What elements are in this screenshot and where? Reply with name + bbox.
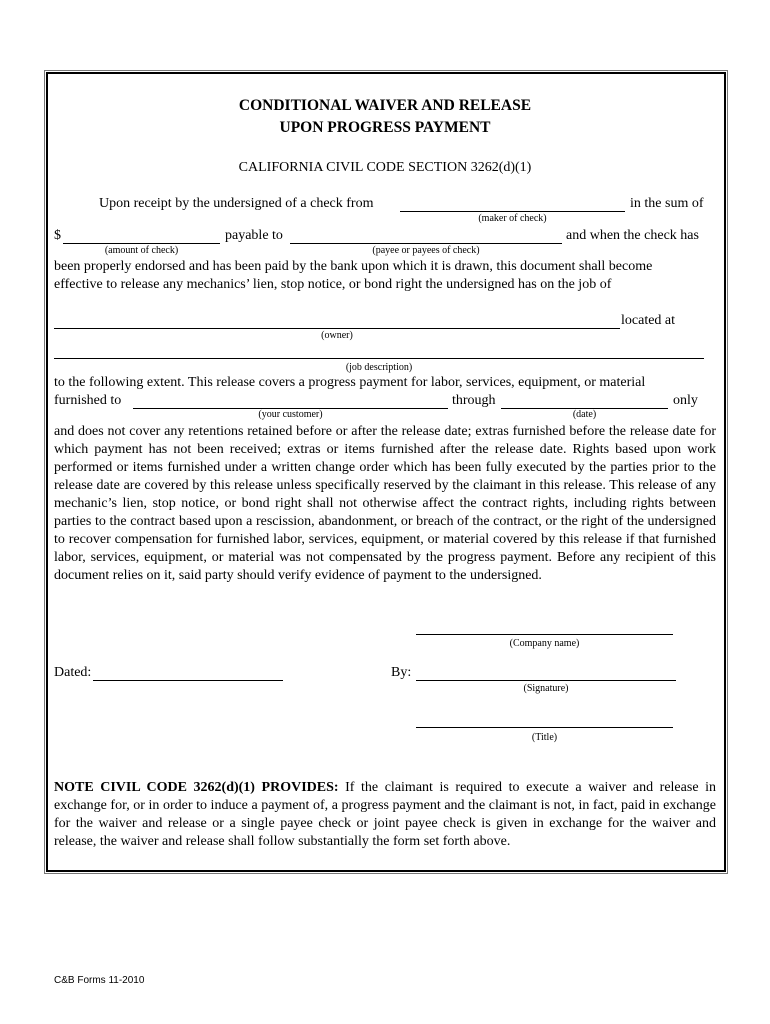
payable-to-text: payable to (225, 228, 283, 243)
amount-of-check-field[interactable] (63, 243, 220, 244)
dollar-sign: $ (54, 228, 61, 243)
furnished-to-text: furnished to (54, 393, 122, 408)
note-heading: NOTE CIVIL CODE 3262(d)(1) PROVIDES: (54, 780, 339, 795)
intro-text: Upon receipt by the undersigned of a check from (99, 196, 374, 211)
sum-of-text: in the sum of (630, 196, 704, 211)
job-description-label: (job description) (345, 362, 413, 373)
paragraph-line4: effective to release any mechanics’ lien, stop notice, or bond right the undersigned has on the job of (54, 277, 612, 292)
form-title-line1: CONDITIONAL WAIVER AND RELEASE (238, 97, 532, 114)
dated-field[interactable] (93, 680, 283, 681)
signature-field[interactable] (416, 680, 676, 681)
amount-of-check-label: (amount of check) (104, 245, 179, 256)
release-terms-paragraph: and does not cover any retentions retained before or after the release date; extras furnished before the release date for which payment has not been received; extras or items furnished after the release date. Rights based upon work performed or items furnished under a written change order which has been fully executed by the parties prior to the release date are covered by this release unless specifically reserved by the claimant in this release. This release of any mechanic’s lien, stop notice, or bond right shall not otherwise affect the contract rights, including rights between parties to the contract based upon a rescission, abandonment, or breach of the contract, or the right of the undersigned to recover compensation for furnished labor, services, equipment, or material covered by this release if that furnished labor, services, equipment, or material was not compensated by the progress payment. Before any recipient of this document relies on it, said party should verify evidence of payment to the undersigned. (54, 424, 716, 583)
paragraph-line3: been properly endorsed and has been paid by the bank upon which it is drawn, this document shall become (54, 259, 653, 274)
title-field[interactable] (416, 727, 673, 728)
extent-line1: to the following extent. This release covers a progress payment for labor, services, equipment, or material (54, 375, 646, 390)
owner-field[interactable] (54, 328, 620, 329)
title-label: (Title) (531, 732, 558, 743)
company-name-field[interactable] (416, 634, 673, 635)
form-title-line2: UPON PROGRESS PAYMENT (279, 119, 491, 136)
located-at-text: located at (621, 313, 676, 328)
maker-of-check-label: (maker of check) (478, 213, 547, 224)
payee-label: (payee or payees of check) (372, 245, 480, 256)
maker-of-check-field[interactable] (400, 211, 625, 212)
and-when-text: and when the check has (566, 228, 699, 243)
job-description-field[interactable] (54, 358, 704, 359)
code-section: CALIFORNIA CIVIL CODE SECTION 3262(d)(1) (238, 160, 532, 175)
through-text: through (452, 393, 496, 408)
customer-label: (your customer) (258, 409, 323, 420)
form-footer: C&B Forms 11-2010 (54, 975, 145, 986)
payee-field[interactable] (290, 243, 562, 244)
by-label: By: (391, 665, 412, 680)
signature-label: (Signature) (523, 683, 569, 694)
company-name-label: (Company name) (509, 638, 580, 649)
note-text: If the claimant is required to execute a waiver and release in exchange for, or in order to induce a payment of, a progress payment and the claimant is not, in fact, paid in exchange for the waiver and release or a single payee check or joint payee check is given in exchange for the waiver and release, the waiver and release shall follow substantially the form set forth above. (54, 780, 716, 849)
note-paragraph (54, 779, 716, 851)
owner-label: (owner) (321, 330, 353, 341)
dated-label: Dated: (54, 665, 92, 680)
date-label: (date) (572, 409, 597, 420)
only-text: only (673, 393, 698, 408)
